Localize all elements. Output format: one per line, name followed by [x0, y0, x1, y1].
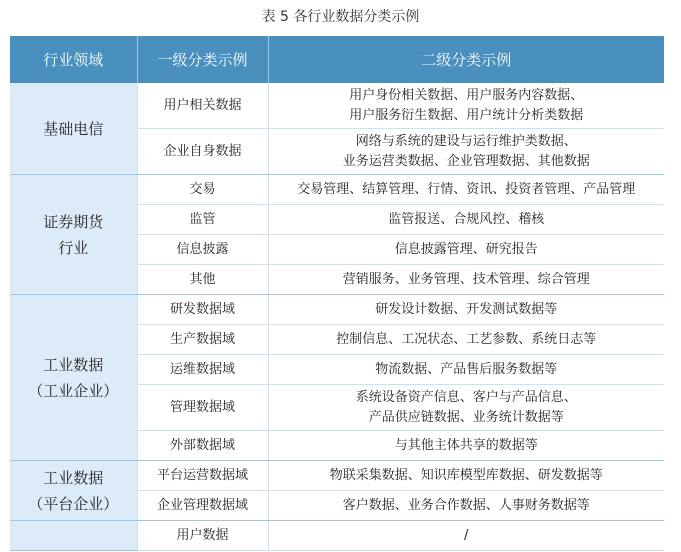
level1-cell: 用户数据: [137, 521, 268, 551]
industry-label: （平台企业）: [28, 494, 119, 513]
header-row: [10, 36, 664, 83]
level2-cell: 与其他主体共享的数据等: [268, 431, 664, 461]
level1-cell: 外部数据域: [137, 431, 268, 461]
industry-label: 基础电信: [43, 119, 104, 138]
level2-cell: 客户数据、业务合作数据、人事财务数据等: [268, 491, 664, 521]
level1-cell: 运维数据域: [137, 355, 268, 385]
industry-cell: [10, 295, 137, 461]
level2-line: 网络与系统的建设与运行维护类数据、: [355, 133, 577, 149]
level1-cell: 企业自身数据: [137, 129, 268, 175]
header-industry: 行业领域: [10, 36, 137, 83]
level2-line: 产品供应链数据、业务统计数据等: [368, 409, 564, 425]
table-body: [10, 83, 664, 551]
level2-cell: 物流数据、产品售后服务数据等: [268, 355, 664, 385]
table-row: [10, 83, 664, 129]
table-row: [10, 295, 664, 325]
header-level2: 二级分类示例: [268, 36, 664, 83]
industry-cell: [10, 83, 137, 175]
level2-cell: 物联采集数据、知识库模型库数据、研发数据等: [268, 461, 664, 491]
level1-cell: 企业管理数据域: [137, 491, 268, 521]
level2-line: 用户服务衍生数据、用户统计分析类数据: [349, 107, 584, 123]
level1-cell: 管理数据域: [137, 385, 268, 431]
level2-line: 业务运营类数据、企业管理数据、其他数据: [342, 153, 590, 169]
level1-cell: 交易: [137, 175, 268, 205]
level2-cell: 营销服务、业务管理、技术管理、综合管理: [268, 265, 664, 295]
level2-cell: [268, 385, 664, 431]
table-caption: 表 5 各行业数据分类示例: [261, 9, 420, 25]
level2-cell: 交易管理、结算管理、行情、资讯、投资者管理、产品管理: [268, 175, 664, 205]
level1-cell: 平台运营数据域: [137, 461, 268, 491]
industry-label: 行业: [58, 238, 89, 257]
industry-data-classification-table: [10, 36, 664, 551]
header-level1: 一级分类示例: [137, 36, 268, 83]
level2-cell: /: [268, 521, 664, 551]
level1-cell: 用户相关数据: [137, 83, 268, 129]
industry-cell: [10, 461, 137, 521]
industry-cell: [10, 175, 137, 295]
industry-label: （工业企业）: [28, 381, 119, 400]
level2-cell: 信息披露管理、研究报告: [268, 235, 664, 265]
table-row: [10, 175, 664, 205]
level2-cell: [268, 83, 664, 129]
table-row: [10, 461, 664, 491]
level1-cell: 生产数据域: [137, 325, 268, 355]
level1-cell: 其他: [137, 265, 268, 295]
level2-line: 用户身份相关数据、用户服务内容数据、: [349, 87, 584, 103]
level2-cell: 研发设计数据、开发测试数据等: [268, 295, 664, 325]
level1-cell: 监管: [137, 205, 268, 235]
industry-cell: [10, 521, 137, 551]
level2-cell: [268, 129, 664, 175]
industry-label: 工业数据: [43, 468, 104, 487]
table-row: [10, 521, 664, 551]
industry-label: 证券期货: [43, 212, 104, 231]
level2-line: 系统设备资产信息、客户与产品信息、: [355, 389, 577, 405]
level2-cell: 控制信息、工况状态、工艺参数、系统日志等: [268, 325, 664, 355]
industry-label: 工业数据: [43, 355, 104, 374]
level1-cell: 研发数据域: [137, 295, 268, 325]
level2-cell: 监管报送、合规风控、稽核: [268, 205, 664, 235]
level1-cell: 信息披露: [137, 235, 268, 265]
